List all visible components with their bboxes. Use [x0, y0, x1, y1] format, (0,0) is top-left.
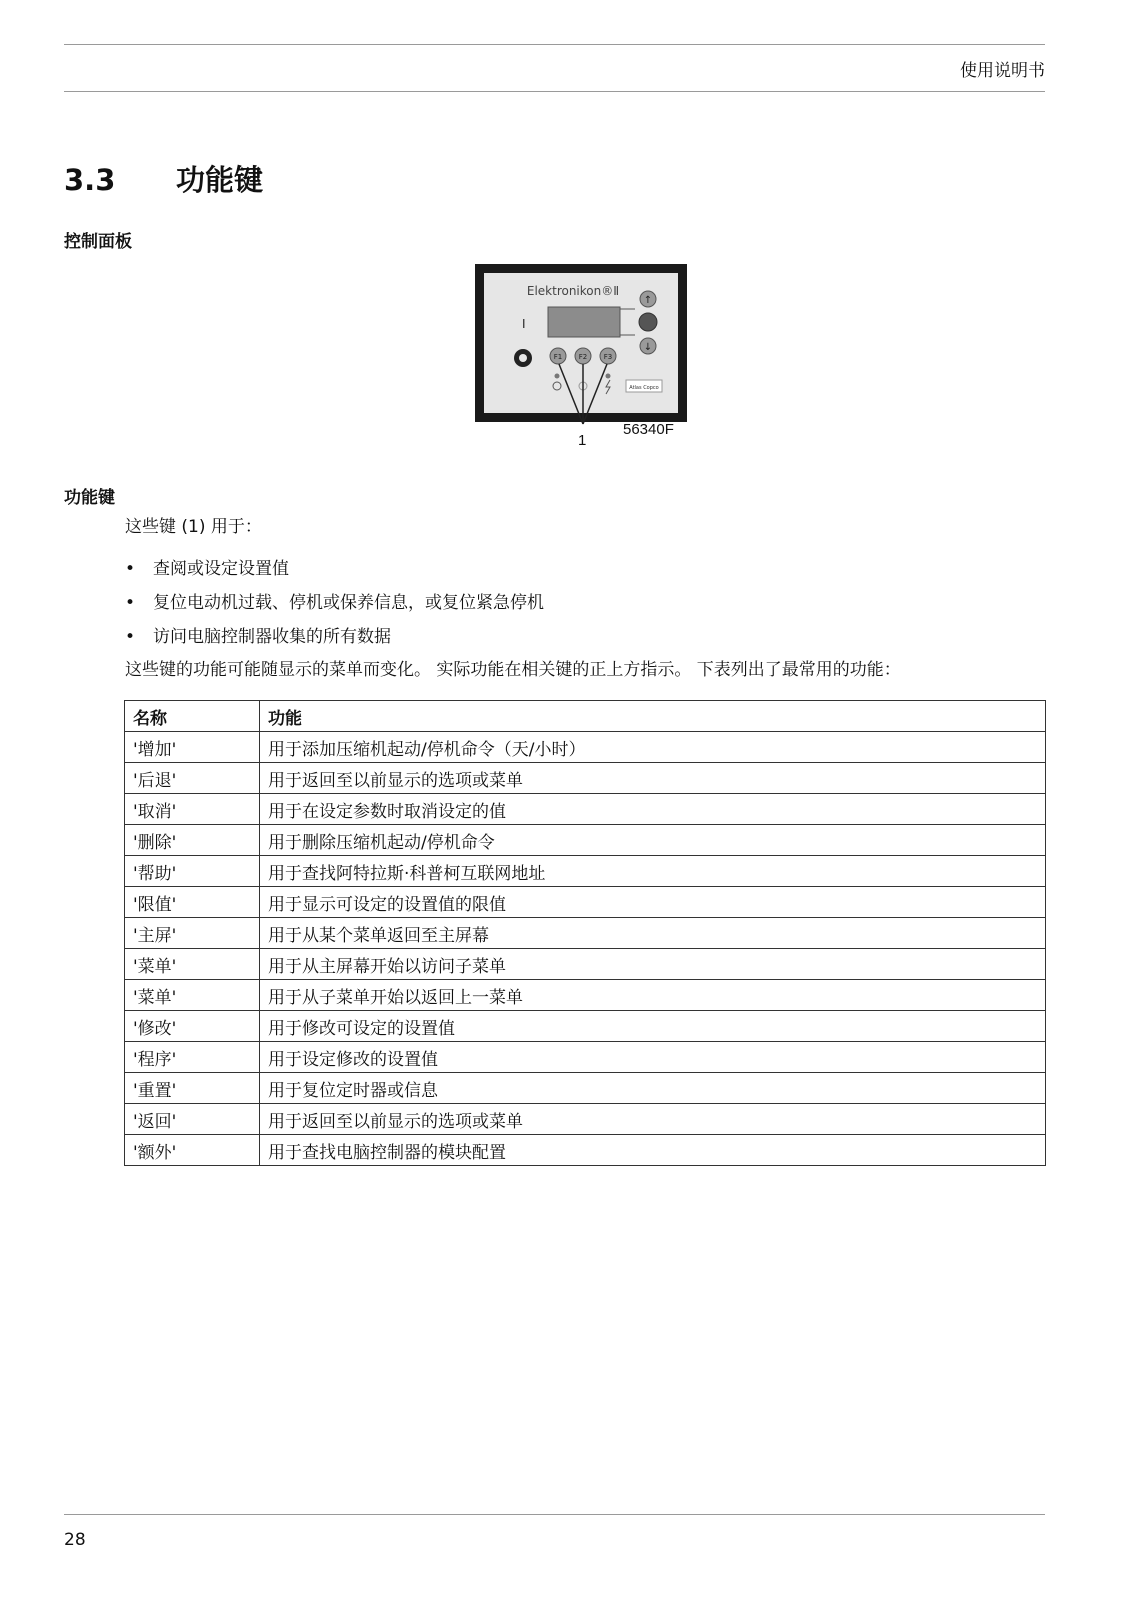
key-name-cell: '增加'	[125, 732, 260, 763]
key-name-cell: '限值'	[125, 887, 260, 918]
intro-text: 这些键 (1) 用于：	[125, 517, 262, 537]
down-arrow-icon: ↓	[643, 342, 653, 353]
header-top-rule	[64, 44, 1045, 45]
column-header-function: 功能	[260, 701, 1046, 732]
table-row	[125, 1073, 1046, 1104]
section-heading	[64, 158, 263, 199]
table-row	[125, 949, 1046, 980]
key-function-cell: 用于添加压缩机起动/停机命令（天/小时）	[260, 732, 1046, 763]
table-row	[125, 794, 1046, 825]
key-name-cell: '主屏'	[125, 918, 260, 949]
table-row	[125, 1135, 1046, 1166]
table-row	[125, 1104, 1046, 1135]
start-button-label: I	[522, 317, 526, 331]
list-item-text: 访问电脑控制器收集的所有数据	[153, 627, 391, 647]
key-name-cell: '菜单'	[125, 949, 260, 980]
bullet-icon: •	[125, 593, 136, 613]
f2-key-label: F2	[578, 353, 588, 361]
bullet-icon: •	[125, 559, 136, 579]
key-function-cell: 用于从某个菜单返回至主屏幕	[260, 918, 1046, 949]
stop-button-icon	[514, 349, 532, 367]
key-name-cell: '修改'	[125, 1011, 260, 1042]
up-arrow-icon: ↑	[643, 295, 653, 306]
table-header-row	[125, 701, 1046, 732]
panel-brand: Elektronikon®Ⅱ	[526, 284, 620, 298]
key-name-cell: '后退'	[125, 763, 260, 794]
subheading-function-keys: 功能键	[64, 488, 115, 508]
key-name-cell: '重置'	[125, 1073, 260, 1104]
note-text: 这些键的功能可能随显示的菜单而变化。 实际功能在相关键的正上方指示。 下表列出了最常用的功能：	[125, 660, 901, 680]
key-name-cell: '帮助'	[125, 856, 260, 887]
column-header-name: 名称	[125, 701, 260, 732]
section-number: 3.3	[64, 163, 116, 197]
control-panel-illustration	[475, 264, 695, 460]
table-row	[125, 1011, 1046, 1042]
list-item	[125, 557, 544, 591]
key-function-cell: 用于复位定时器或信息	[260, 1073, 1046, 1104]
section-title: 功能键	[176, 163, 264, 197]
bullet-list	[125, 557, 544, 659]
key-function-cell: 用于从主屏幕开始以访问子菜单	[260, 949, 1046, 980]
bullet-icon: •	[125, 627, 136, 647]
list-item-text: 查阅或设定设置值	[153, 559, 289, 579]
header-bottom-rule	[64, 91, 1045, 92]
table-row	[125, 732, 1046, 763]
key-function-cell: 用于查找电脑控制器的模块配置	[260, 1135, 1046, 1166]
control-panel-figure	[475, 264, 695, 460]
voltage-led	[555, 374, 560, 379]
tab-key-icon	[639, 313, 657, 331]
f1-key-label: F1	[553, 353, 563, 361]
list-item	[125, 625, 544, 659]
key-name-cell: '删除'	[125, 825, 260, 856]
key-function-cell: 用于修改可设定的设置值	[260, 1011, 1046, 1042]
table-row	[125, 763, 1046, 794]
key-function-cell: 用于查找阿特拉斯·科普柯互联网地址	[260, 856, 1046, 887]
table-row	[125, 918, 1046, 949]
table-row	[125, 1042, 1046, 1073]
page-number: 28	[64, 1530, 86, 1550]
key-name-cell: '取消'	[125, 794, 260, 825]
figure-code: 56340F	[623, 421, 674, 438]
key-function-cell: 用于从子菜单开始以返回上一菜单	[260, 980, 1046, 1011]
key-function-cell: 用于设定修改的设置值	[260, 1042, 1046, 1073]
key-function-cell: 用于在设定参数时取消设定的值	[260, 794, 1046, 825]
panel-display	[548, 307, 620, 337]
f3-key-label: F3	[603, 353, 613, 361]
list-item-text: 复位电动机过载、停机或保养信息，或复位紧急停机	[153, 593, 544, 613]
callout-number: 1	[578, 432, 587, 449]
key-name-cell: '返回'	[125, 1104, 260, 1135]
table-row	[125, 980, 1046, 1011]
key-name-cell: '菜单'	[125, 980, 260, 1011]
table-row	[125, 856, 1046, 887]
key-function-cell: 用于显示可设定的设置值的限值	[260, 887, 1046, 918]
key-name-cell: '额外'	[125, 1135, 260, 1166]
list-item	[125, 591, 544, 625]
logo-text: Atlas Copco	[629, 385, 659, 391]
document-title: 使用说明书	[960, 61, 1045, 81]
footer-rule	[64, 1514, 1045, 1515]
key-function-cell: 用于返回至以前显示的选项或菜单	[260, 763, 1046, 794]
function-table	[124, 700, 1046, 1166]
key-function-cell: 用于删除压缩机起动/停机命令	[260, 825, 1046, 856]
key-name-cell: '程序'	[125, 1042, 260, 1073]
subheading-control-panel: 控制面板	[64, 232, 132, 252]
shutdown-led	[606, 374, 611, 379]
table-row	[125, 887, 1046, 918]
table-row	[125, 825, 1046, 856]
key-function-cell: 用于返回至以前显示的选项或菜单	[260, 1104, 1046, 1135]
